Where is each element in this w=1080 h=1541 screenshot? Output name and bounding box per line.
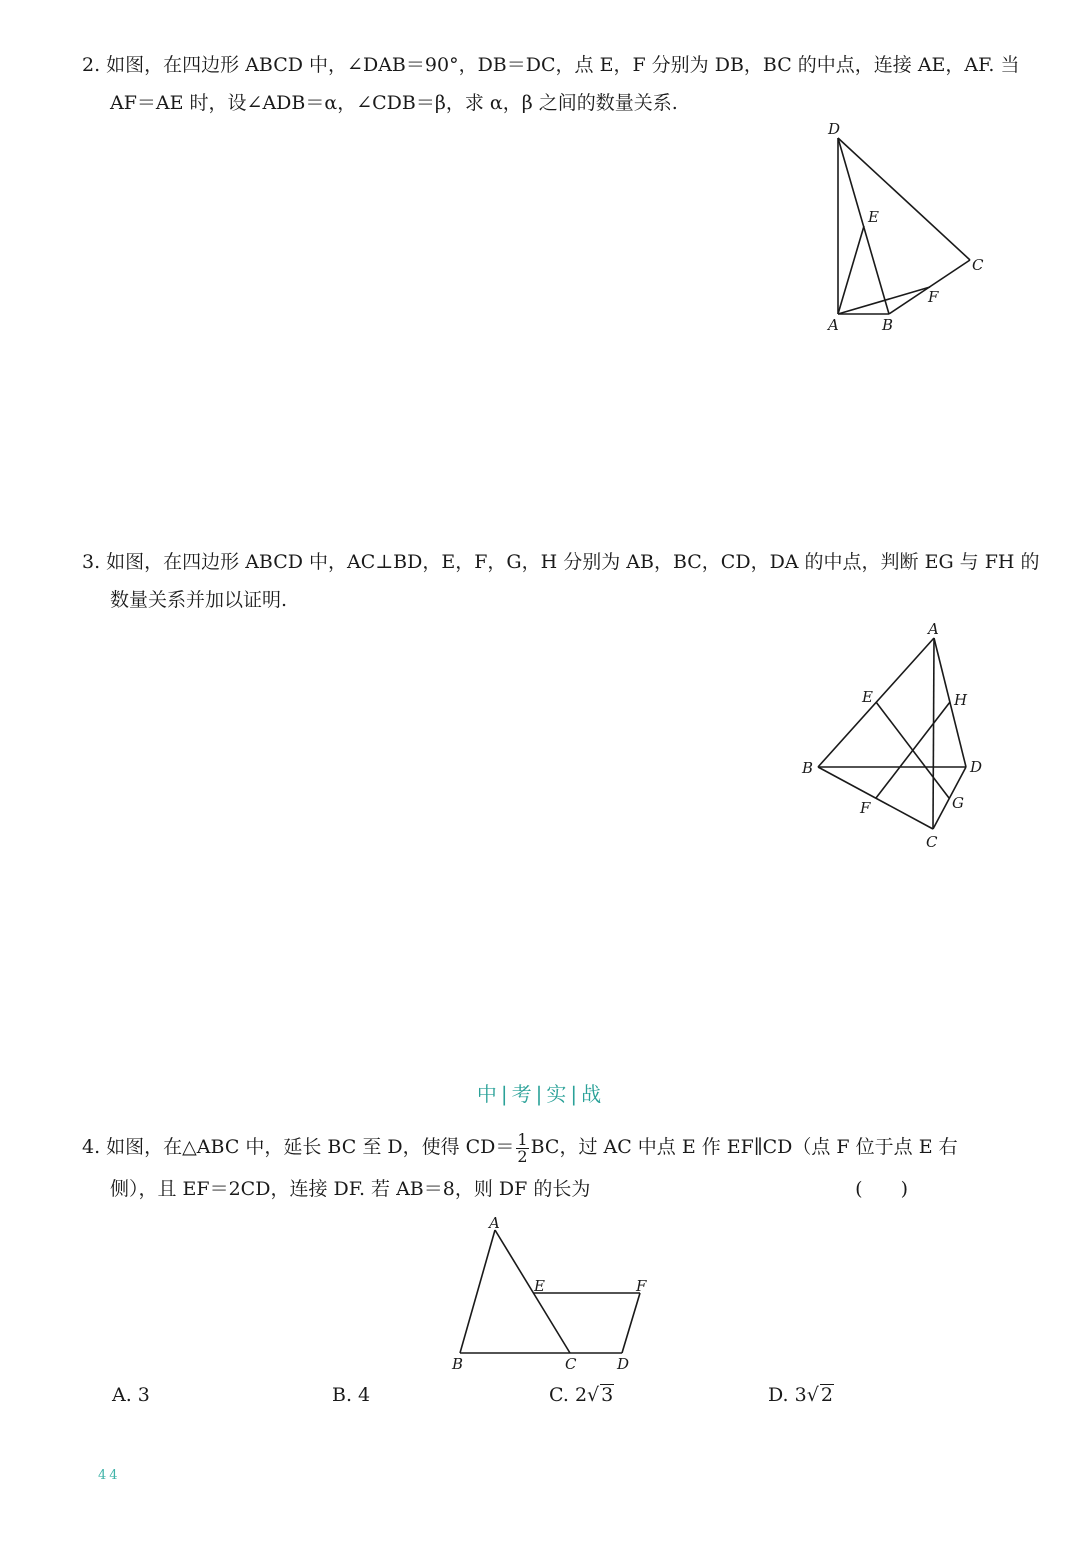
label-d: D bbox=[970, 758, 983, 776]
label-a: A bbox=[928, 620, 939, 638]
problem-3-line-1: 3. 如图，在四边形 ABCD 中，AC⊥BD，E，F，G，H 分别为 AB，BC，CD，DA 的中点，判断 EG 与 FH 的 bbox=[82, 551, 1040, 573]
label-c: C bbox=[926, 833, 938, 851]
segment-ac bbox=[933, 638, 934, 829]
answer-choices bbox=[112, 1384, 1012, 1420]
label-d: D bbox=[828, 120, 841, 138]
choice-a: A. 3 bbox=[112, 1384, 150, 1406]
problem-4 bbox=[82, 1126, 1002, 1210]
radical-sign: √ bbox=[587, 1384, 600, 1406]
label-e: E bbox=[868, 208, 879, 226]
segment-af bbox=[838, 287, 930, 314]
label-f: F bbox=[928, 288, 939, 306]
label-e: E bbox=[862, 688, 873, 706]
label-f: F bbox=[860, 799, 871, 817]
fraction-one-half bbox=[516, 1129, 528, 1166]
section-title bbox=[0, 1078, 1080, 1107]
section-title-char-2: 考 bbox=[511, 1082, 534, 1106]
label-b: B bbox=[452, 1355, 464, 1373]
label-a: A bbox=[828, 316, 839, 334]
label-a: A bbox=[489, 1216, 500, 1232]
problem-3 bbox=[82, 543, 1040, 619]
segment-ae bbox=[838, 226, 864, 314]
problem-2-line-2: AF＝AE 时，设∠ADB＝α，∠CDB＝β，求 α，β 之间的数量关系. bbox=[110, 92, 678, 114]
problem-2 bbox=[82, 46, 1020, 122]
choice-d-prefix: D. 3 bbox=[768, 1384, 807, 1406]
problem-4-line-1-part-b: BC，过 AC 中点 E 作 EF∥CD（点 F 位于点 E 右 bbox=[530, 1136, 958, 1158]
section-title-char-1: 中 bbox=[476, 1082, 499, 1106]
choice-c-radicand: 3 bbox=[601, 1384, 614, 1406]
label-b: B bbox=[882, 316, 894, 334]
choice-d bbox=[768, 1384, 834, 1406]
page-number: 44 bbox=[98, 1468, 121, 1483]
fraction-numerator: 1 bbox=[517, 1129, 528, 1149]
label-c: C bbox=[565, 1355, 577, 1373]
section-title-char-4: 战 bbox=[581, 1082, 604, 1106]
segment-bc bbox=[818, 767, 933, 829]
problem-2-line-1: 2. 如图，在四边形 ABCD 中，∠DAB＝90°，DB＝DC，点 E，F 分别为 DB，BC 的中点，连接 AE，AF. 当 bbox=[82, 54, 1020, 76]
choice-d-radicand: 2 bbox=[820, 1384, 833, 1406]
figure-problem-2 bbox=[820, 118, 1000, 338]
section-title-sep-1: | bbox=[500, 1082, 510, 1106]
label-c: C bbox=[972, 256, 984, 274]
figure-problem-3 bbox=[796, 614, 996, 854]
label-f: F bbox=[636, 1277, 647, 1295]
problem-4-line-2 bbox=[82, 1168, 1002, 1210]
section-title-char-3: 实 bbox=[546, 1082, 569, 1106]
label-e: E bbox=[534, 1277, 545, 1295]
segment-ac bbox=[495, 1230, 570, 1353]
label-h: H bbox=[954, 691, 968, 709]
problem-4-line-1 bbox=[82, 1126, 1002, 1168]
problem-4-line-1-part-a: 4. 如图，在△ABC 中，延长 BC 至 D，使得 CD＝ bbox=[82, 1136, 515, 1158]
fraction-denominator: 2 bbox=[517, 1146, 528, 1166]
segment-fd bbox=[622, 1293, 640, 1353]
label-g: G bbox=[952, 794, 964, 812]
problem-4-line-2-text: 侧），且 EF＝2CD，连接 DF. 若 AB＝8，则 DF 的长为 bbox=[110, 1178, 591, 1200]
choice-c-prefix: C. 2 bbox=[549, 1384, 588, 1406]
choice-c bbox=[549, 1384, 614, 1406]
answer-parentheses: ( ) bbox=[855, 1178, 908, 1200]
segment-dc bbox=[838, 138, 970, 260]
radical-sign: √ bbox=[806, 1384, 819, 1406]
section-title-sep-3: | bbox=[570, 1082, 580, 1106]
segment-ab bbox=[460, 1230, 495, 1353]
problem-3-line-2: 数量关系并加以证明. bbox=[110, 589, 288, 611]
figure-problem-4 bbox=[440, 1216, 660, 1376]
choice-b: B. 4 bbox=[332, 1384, 371, 1406]
label-d: D bbox=[617, 1355, 630, 1373]
label-b: B bbox=[802, 759, 814, 777]
section-title-sep-2: | bbox=[535, 1082, 545, 1106]
